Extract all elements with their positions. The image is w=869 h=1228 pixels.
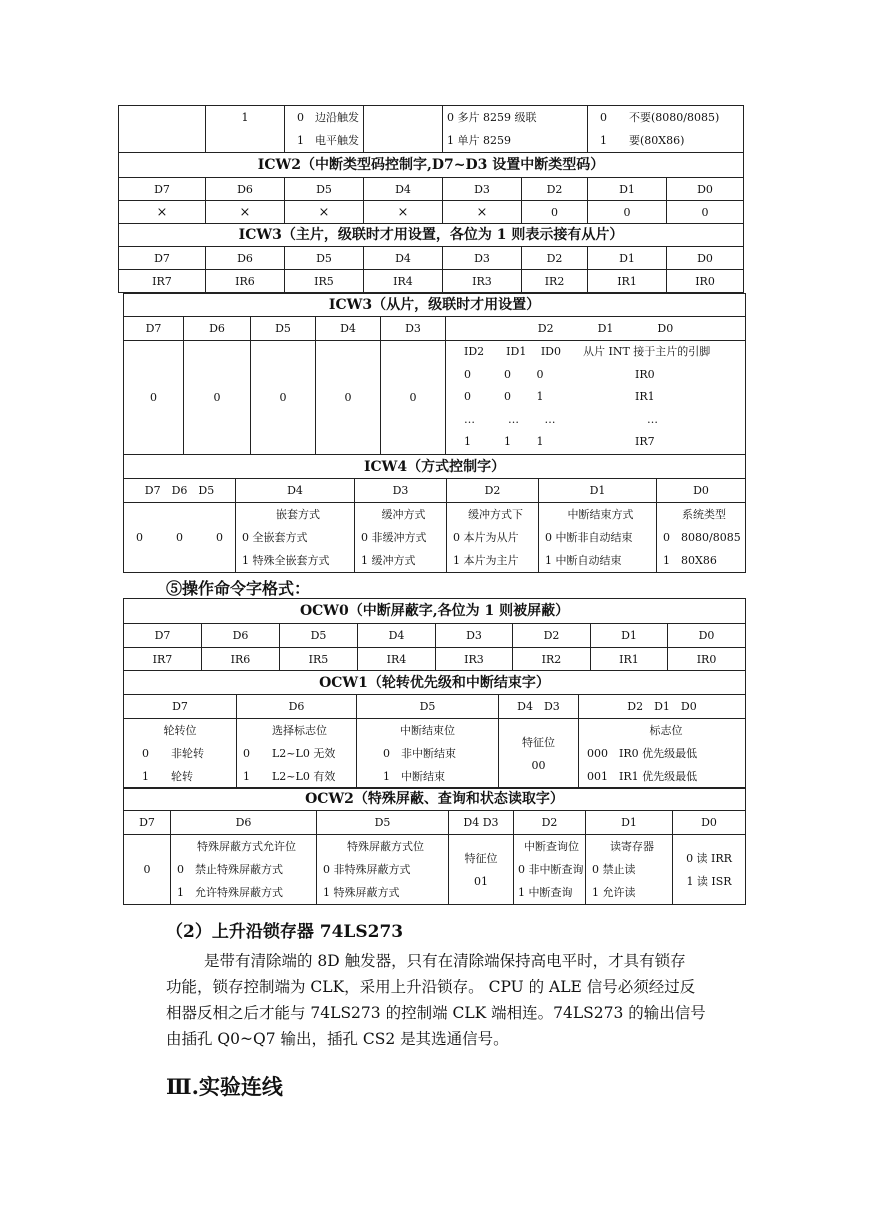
icw3-slave-values-row [124,341,746,455]
bit-label: D7 D6 D5 [124,479,236,503]
icw-table-1 [118,105,744,293]
ocw1-d210-head: 标志位 [649,724,683,737]
ocw2-d5-opt0: 0 非特殊屏蔽方式 [323,863,411,876]
ocw1-d6-opt1: 1 L2~L0 有效 [243,770,336,783]
icw4-d4-opt1: 1 特殊全嵌套方式 [242,554,330,567]
bit-value: IR3 [436,648,513,671]
ocw1-d5-head: 中断结束位 [400,724,455,737]
bit-label-low: D2 D1 D0 [446,317,746,341]
ocw1-d5-opt1: 1 中断结束 [383,770,445,783]
ocw2-d1-head: 读寄存器 [610,840,654,853]
slave-id-line: 0 0 0 IR0 [464,367,655,381]
bit-value: IR4 [364,270,443,293]
bit-label: D0 [667,247,744,270]
icw4-d0-head: 系统类型 [682,508,727,521]
paragraph-line: 相器反相之后才能与 74LS273 的控制端 CLK 端相连。74LS273 的输出信号 [166,1004,706,1022]
icw3-master-values-row [119,270,744,293]
paragraph-74ls273 [166,948,741,1052]
ocw2-d2-head: 中断查询位 [524,840,579,853]
ocw2-d43-val: 01 [474,874,488,888]
icw1-c1: 1 [206,106,285,153]
icw1-trigger-1: 1 电平触发 [297,134,359,147]
bit-value: × [119,201,206,224]
section-3-heading: Ⅲ.实验连线 [166,1074,283,1099]
icw4-values-row [124,503,746,573]
icw3-slave-bits-row [124,317,746,341]
ocw1-d5-opt0: 0 非中断结束 [383,747,456,760]
ocw2-d43-cell [449,835,514,905]
ocw2-table [123,787,746,905]
icw1-cascade-cell [443,106,588,153]
icw4-d2-opt1: 1 本片为主片 [453,554,519,567]
icw1-ic4-1: 1 要(80X86) [600,134,685,147]
ocw1-values-row [124,719,746,789]
ocw0-bits-row [124,624,746,648]
slave-id-line: 0 0 1 IR1 [464,390,655,403]
bit-label: D2 [522,178,588,201]
icw4-d2-cell [447,503,539,573]
paragraph-line: 功能，锁存控制端为 CLK，采用上升沿锁存。 CPU 的 ALE 信号必须经过反 [166,978,696,996]
bit-value: 0 [667,201,744,224]
bit-label: D7 [124,811,171,835]
icw3-slave-table [123,293,746,455]
icw2-title: ICW2（中断类型码控制字,D7~D3 设置中断类型码） [119,153,744,178]
bit-value: 0 [588,201,667,224]
bit-value: × [206,201,285,224]
bit-label: D1 [539,479,657,503]
bit-label: D1 [591,624,668,648]
ocw1-bits-row [124,695,746,719]
icw2-bits-row [119,178,744,201]
icw4-d1-cell [539,503,657,573]
ocw2-d5-cell [317,835,449,905]
bit-label: D4 [364,178,443,201]
bit-value: 0 [381,341,446,455]
bit-label: D2 D1 D0 [579,695,746,719]
icw4-d3-head: 缓冲方式 [381,508,426,521]
bit-label: D3 [436,624,513,648]
bit-label: D7 [124,317,184,341]
ocw0-values-row [124,648,746,671]
bit-label: D5 [285,178,364,201]
icw4-d0-cell [657,503,746,573]
bit-label: D4 [364,247,443,270]
icw1-trigger-cell [285,106,364,153]
icw4-d0-opt1: 1 80X86 [663,554,717,567]
ocw2-d5-head: 特殊屏蔽方式位 [347,840,424,853]
bit-value: IR7 [124,648,202,671]
bit-label: D6 [206,247,285,270]
bit-label: D1 [588,178,667,201]
icw4-table [123,454,746,573]
icw1-ic4-0: 0 不要(8080/8085) [600,111,720,124]
ocw1-d5-cell [357,719,499,789]
bit-value: IR5 [285,270,364,293]
icw4-d1-head: 中断结束方式 [567,508,634,521]
paragraph-line: 是带有清除端的 8D 触发器，只有在清除端保持高电平时，才具有锁存 [204,952,686,970]
icw1-ic4-cell [588,106,744,153]
ocw2-d1-opt1: 1 允许读 [592,886,636,899]
icw4-d2-head: 缓冲方式下 [468,508,523,521]
bit-label: D2 [514,811,586,835]
ocw1-d43-head: 特征位 [522,735,555,749]
bit-value: IR2 [513,648,591,671]
ocw2-bits-row [124,811,746,835]
icw2-values-row [119,201,744,224]
bit-label: D5 [317,811,449,835]
icw4-d2-opt0: 0 本片为从片 [453,531,519,544]
bit-value: 0 [251,341,316,455]
ocw1-d6-head: 选择标志位 [272,724,327,737]
ocw1-d210-cell [579,719,746,789]
bit-label: D2 [513,624,591,648]
ocw0-table [123,598,746,671]
bit-label: D4 D3 [499,695,579,719]
icw1-d7-cell [119,106,206,153]
icw3-master-bits-row [119,247,744,270]
bit-label: D6 [237,695,357,719]
icw4-d3-opt1: 1 缓冲方式 [361,554,416,567]
ocw2-d0-opt1: 1 读 ISR [686,874,732,888]
bit-label: D3 [355,479,447,503]
icw4-bits-row [124,479,746,503]
ocw2-d2-cell [514,835,586,905]
bit-label: D1 [588,247,667,270]
icw4-d1-opt1: 1 中断自动结束 [545,554,622,567]
ocw2-d6-head: 特殊屏蔽方式允许位 [197,840,296,853]
icw4-d1-opt0: 0 中断非自动结束 [545,531,633,544]
bit-label: D7 [119,178,206,201]
bit-label: D3 [443,178,522,201]
bit-label: D4 [358,624,436,648]
bit-value: 0 [184,341,251,455]
bit-value: IR5 [280,648,358,671]
icw1-tail-row [119,106,744,153]
bit-label: D7 [119,247,206,270]
ocw1-d6-cell [237,719,357,789]
bit-value: IR3 [443,270,522,293]
ocw2-d6-opt0: 0 禁止特殊屏蔽方式 [177,863,283,876]
bit-value: × [443,201,522,224]
bit-label: D4 [316,317,381,341]
bit-value: 0 [522,201,588,224]
ocw2-d0-cell [673,835,746,905]
bit-label: D6 [171,811,317,835]
ocw2-d6-cell [171,835,317,905]
ocw1-d7-opt1: 1 轮转 [142,770,193,783]
bit-value: IR6 [202,648,280,671]
icw3-slave-title: ICW3（从片，级联时才用设置） [124,294,746,317]
ocw2-d2-opt1: 1 中断查询 [518,886,573,899]
bit-value: IR0 [667,270,744,293]
bit-value: 0 [316,341,381,455]
section-5-heading: ⑤操作命令字格式： [166,579,311,598]
bit-value: IR1 [591,648,668,671]
paragraph-line: 由插孔 Q0~Q7 输出，插孔 CS2 是其选通信号。 [166,1030,509,1048]
ocw0-title: OCW0（中断屏蔽字,各位为 1 则被屏蔽） [124,599,746,624]
ocw1-d7-cell [124,719,237,789]
ocw1-table [123,670,746,789]
ocw1-d7-opt0: 0 非轮转 [142,747,204,760]
icw1-cascade-0: 0 多片 8259 级联 [447,111,537,124]
bit-value: IR4 [358,648,436,671]
bit-label: D5 [280,624,358,648]
ocw2-d1-opt0: 0 禁止读 [592,863,636,876]
ocw2-values-row [124,835,746,905]
bit-value: IR7 [119,270,206,293]
bit-label: D7 [124,624,202,648]
bit-label: D0 [673,811,746,835]
bit-value: 0 0 0 [124,503,236,573]
bit-value: × [285,201,364,224]
icw1-d2-cell [364,106,443,153]
bit-value: IR0 [668,648,746,671]
ocw1-d6-opt0: 0 L2~L0 无效 [243,747,336,760]
bit-label: D5 [357,695,499,719]
bit-label: D5 [285,247,364,270]
ocw2-title: OCW2（特殊屏蔽、查询和状态读取字） [124,788,746,811]
bit-label: D6 [206,178,285,201]
bit-label: D6 [184,317,251,341]
bit-value: IR1 [588,270,667,293]
icw4-d3-opt0: 0 非缓冲方式 [361,531,427,544]
ocw1-d210-opt0: 000 IR0 优先级最低 [587,747,698,760]
icw1-trigger-0: 0 边沿触发 [297,111,359,124]
ocw1-title: OCW1（轮转优先级和中断结束字） [124,671,746,695]
section-2-heading: （2）上升沿锁存器 74LS273 [166,922,404,942]
icw4-d4-opt0: 0 全嵌套方式 [242,531,308,544]
bit-value: IR6 [206,270,285,293]
bit-value: × [364,201,443,224]
bit-label: D0 [667,178,744,201]
ocw2-d1-cell [586,835,673,905]
ocw1-d7-head: 轮转位 [163,724,197,737]
bit-label: D0 [657,479,746,503]
icw1-cascade-1: 1 单片 8259 [447,134,511,147]
bit-label: D1 [586,811,673,835]
ocw1-d43-val: 00 [531,758,546,772]
ocw1-d210-opt1: 001 IR1 优先级最低 [587,770,698,783]
slave-id-line: 1 1 1 IR7 [464,435,655,448]
bit-label: D0 [668,624,746,648]
bit-label: D7 [124,695,237,719]
ocw1-d43-cell [499,719,579,789]
bit-label: D2 [447,479,539,503]
bit-label: D2 [522,247,588,270]
bit-label: D4 D3 [449,811,514,835]
ocw2-d43-head: 特征位 [464,851,498,865]
ocw2-d2-opt0: 0 非中断查询 [518,863,584,876]
bit-label: D6 [202,624,280,648]
icw4-d4-head: 嵌套方式 [276,508,320,521]
icw4-d0-opt0: 0 8080/8085 [663,531,741,544]
bit-value: 0 [124,341,184,455]
bit-value: IR2 [522,270,588,293]
slave-id-line: … … … … [464,412,658,426]
bit-label: D3 [381,317,446,341]
slave-id-line: ID2 ID1 ID0 从片 INT 接于主片的引脚 [464,345,711,358]
bit-label: D3 [443,247,522,270]
ocw2-d0-opt0: 0 读 IRR [686,851,732,865]
icw4-title: ICW4（方式控制字） [124,455,746,479]
ocw2-d7-value: 0 [124,835,171,905]
bit-label: D4 [236,479,355,503]
bit-label: D5 [251,317,316,341]
slave-id-cell [446,341,746,455]
icw4-d4-cell [236,503,355,573]
ocw2-d6-opt1: 1 允许特殊屏蔽方式 [177,886,283,899]
ocw2-d5-opt1: 1 特殊屏蔽方式 [323,886,400,899]
icw3-master-title: ICW3（主片，级联时才用设置，各位为 1 则表示接有从片） [119,224,744,247]
icw4-d3-cell [355,503,447,573]
